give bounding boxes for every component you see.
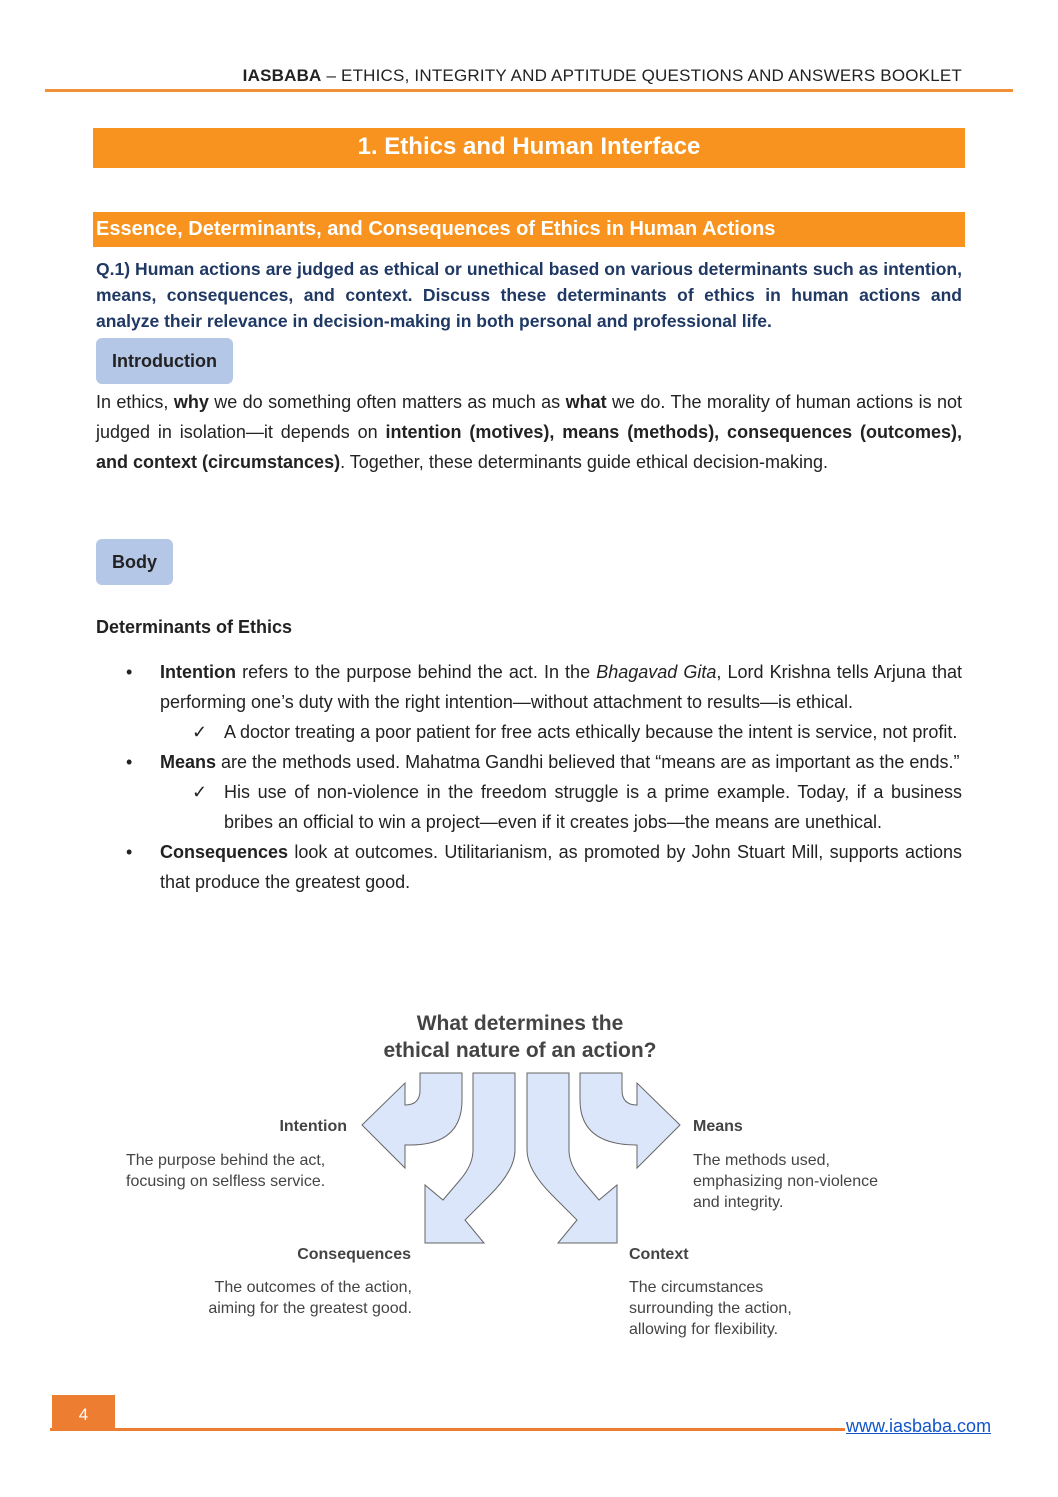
list-item: • Consequences look at outcomes. Utilitarianism, as promoted by John Stuart Mill, supports actions that produce the greatest good. [96,837,962,897]
arrow-intention [362,1073,462,1168]
determinants-diagram [0,1000,1058,1360]
consequences-text: The outcomes of the action, aiming for the greatest good. [208,1279,412,1317]
header-brand: IASBABA [242,66,322,85]
determinants-heading: Determinants of Ethics [96,617,293,637]
means-text: The methods used, emphasizing non-violence and integrity. [693,1152,878,1211]
diagram-title: What determines the ethical nature of an action? [383,1012,657,1062]
header-text: – ETHICS, INTEGRITY AND APTITUDE QUESTIONS AND ANSWERS BOOKLET [321,66,962,85]
footer-rule [50,1428,845,1431]
question-text: Q.1) Human actions are judged as ethical or unethical based on various determinants such as intention, means, consequences, and context. Discuss these determinants of ethics in human actions and analyze their relevance in decision-making in both personal and professional life. [96,259,962,331]
intention-text: The purpose behind the act, focusing on selfless service. [126,1152,326,1190]
chapter-title: 1. Ethics and Human Interface [93,128,965,168]
consequences-heading: Consequences [297,1246,411,1263]
body-label: Body [96,539,173,585]
page-number: 4 [52,1395,115,1431]
arrow-means [580,1073,680,1168]
list-item: • Means are the methods used. Mahatma Gandhi believed that “means are as important as the ends.” [96,747,962,777]
intention-heading: Intention [279,1118,347,1135]
checklist-item: ✓ A doctor treating a poor patient for free acts ethically because the intent is service, not profit. [96,717,962,747]
introduction-label: Introduction [96,338,233,384]
context-text: The circumstances surrounding the action, allowing for flexibility. [629,1279,792,1338]
section-title: Essence, Determinants, and Consequences of Ethics in Human Actions [93,212,965,247]
list-item: • Intention refers to the purpose behind the act. In the Bhagavad Gita, Lord Krishna tells Arjuna that performing one’s duty with the right intention—without attachment to results—is ethical. [96,657,962,717]
website-link[interactable]: www.iasbaba.com [846,1416,992,1436]
introduction-paragraph: In ethics, why we do something often matters as much as what we do. The morality of human actions is not judged in isolation—it depends on intention (motives), means (methods), consequences (outcomes), and context (circumstances). Together, these determinants guide ethical decision-making. [96,392,962,472]
context-heading: Context [629,1246,689,1263]
checklist-item: ✓ His use of non-violence in the freedom struggle is a prime example. Today, if a business bribes an official to win a project—even if it creates jobs—the means are unethical. [96,777,962,837]
means-heading: Means [693,1118,743,1135]
